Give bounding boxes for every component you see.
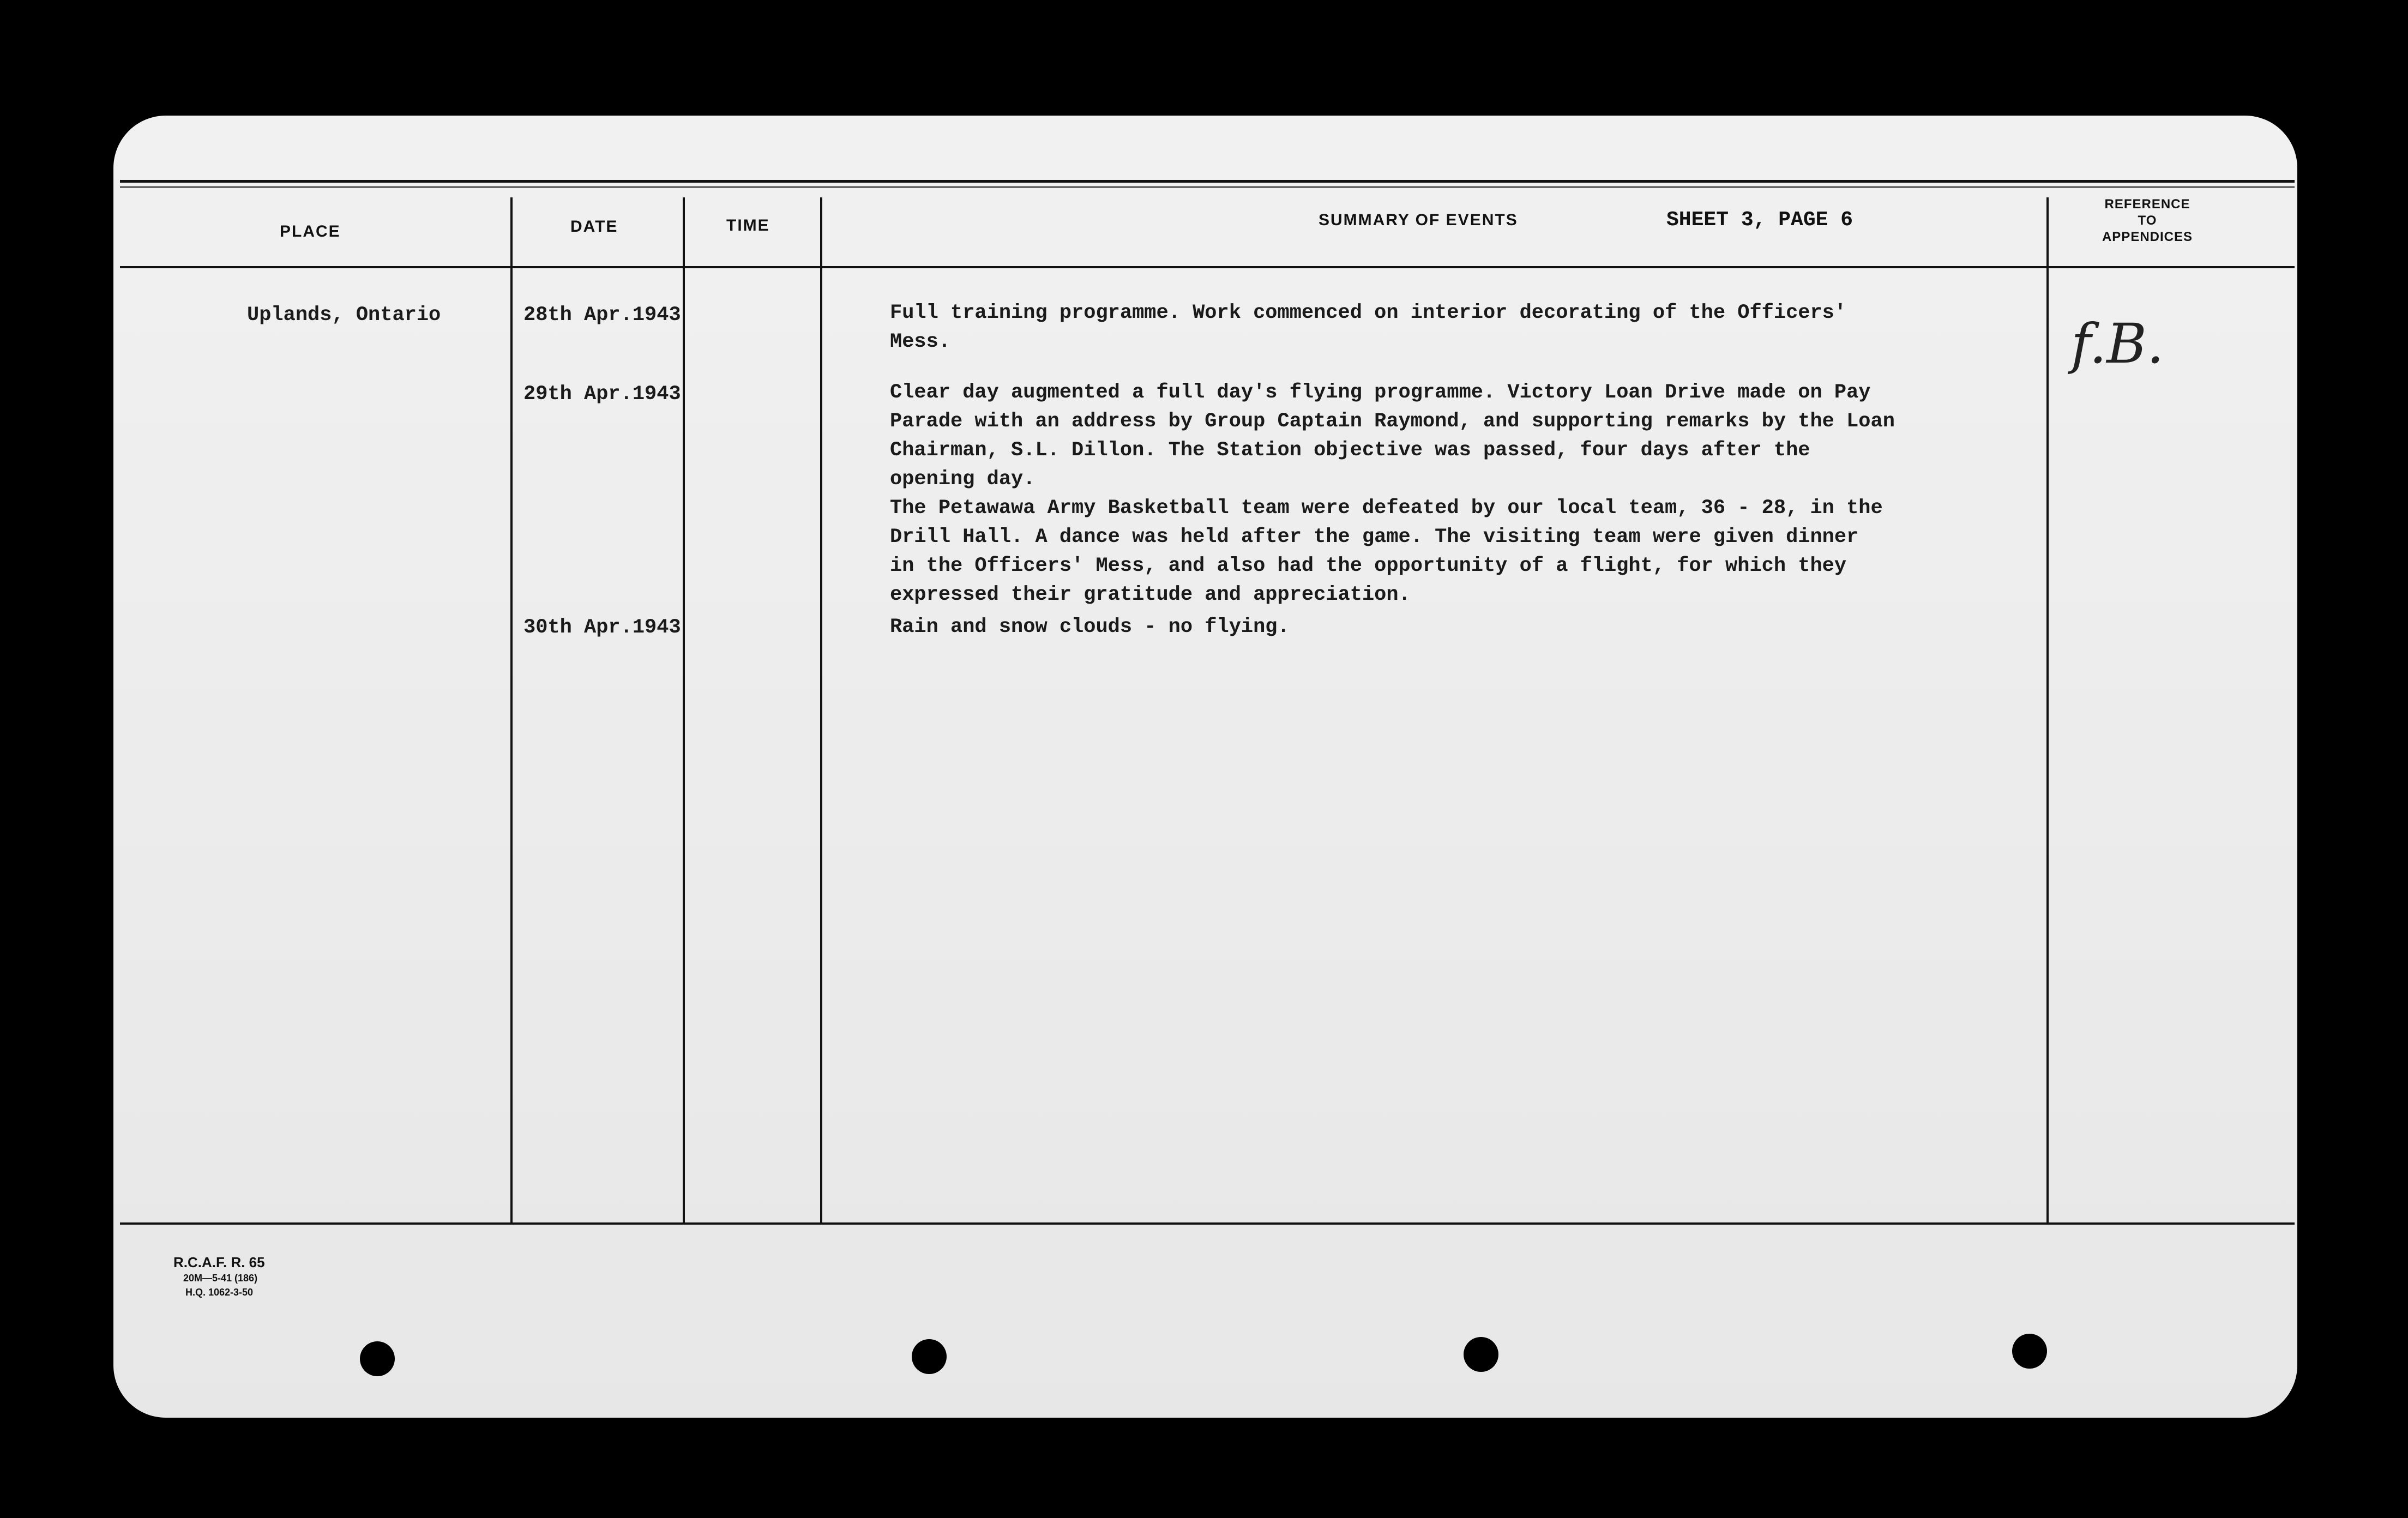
date-time-divider bbox=[683, 197, 685, 1222]
summary-entry bbox=[890, 613, 1290, 642]
place-entry: Uplands, Ontario bbox=[247, 304, 441, 327]
date-entry: 30th Apr.1943 bbox=[523, 616, 681, 639]
reference-header-line: TO bbox=[2138, 213, 2157, 228]
reference-header-line: REFERENCE bbox=[2104, 197, 2190, 212]
date-entry: 28th Apr.1943 bbox=[523, 304, 681, 327]
punch-hole bbox=[912, 1339, 947, 1374]
appendix-handwritten-mark: f.B. bbox=[2071, 312, 2164, 376]
record-card bbox=[113, 116, 2297, 1418]
summary-line: Clear day augmented a full day's flying programme. Victory Loan Drive made on Pay bbox=[890, 381, 1871, 404]
reference-header bbox=[2076, 196, 2218, 245]
time-header: TIME bbox=[726, 216, 770, 234]
summary-line: Chairman, S.L. Dillon. The Station objective was passed, four days after the bbox=[890, 439, 1810, 462]
summary-line: Parade with an address by Group Captain Raymond, and supporting remarks by the Loan bbox=[890, 410, 1895, 433]
summary-line: opening day. bbox=[890, 468, 1036, 491]
place-header: PLACE bbox=[280, 222, 341, 240]
summary-line: Drill Hall. A dance was held after the game. The visiting team were given dinner bbox=[890, 526, 1859, 549]
reference-header-line: APPENDICES bbox=[2102, 230, 2193, 244]
summary-line: Full training programme. Work commenced on interior decorating of the Officers' bbox=[890, 302, 1847, 324]
bottom-rule bbox=[120, 1222, 2295, 1225]
sheet-page-label: SHEET 3, PAGE 6 bbox=[1666, 208, 1853, 232]
punch-hole bbox=[2012, 1334, 2047, 1369]
form-id-line: H.Q. 1062-3-50 bbox=[185, 1287, 254, 1298]
form-id-line: 20M—5-41 (186) bbox=[183, 1273, 258, 1284]
summary-line: Rain and snow clouds - no flying. bbox=[890, 616, 1290, 638]
summary-line: expressed their gratitude and appreciation. bbox=[890, 583, 1411, 606]
summary-line: Mess. bbox=[890, 330, 951, 353]
top-rule-thin bbox=[120, 186, 2295, 188]
punch-hole bbox=[360, 1341, 395, 1376]
date-header: DATE bbox=[570, 218, 618, 236]
summary-entry bbox=[890, 378, 1895, 610]
summary-entry bbox=[890, 299, 1846, 357]
summary-reference-divider bbox=[2046, 197, 2049, 1222]
punch-hole bbox=[1464, 1337, 1498, 1372]
form-id-line: R.C.A.F. R. 65 bbox=[173, 1254, 265, 1270]
time-summary-divider bbox=[820, 197, 822, 1222]
summary-header: SUMMARY OF EVENTS bbox=[1319, 211, 1518, 229]
summary-line: in the Officers' Mess, and also had the opportunity of a flight, for which they bbox=[890, 555, 1847, 577]
summary-line: The Petawawa Army Basketball team were defeated by our local team, 36 - 28, in the bbox=[890, 497, 1883, 520]
place-date-divider bbox=[510, 197, 513, 1222]
header-bottom-rule bbox=[120, 266, 2295, 268]
date-entry: 29th Apr.1943 bbox=[523, 383, 681, 406]
top-rule bbox=[120, 180, 2295, 183]
